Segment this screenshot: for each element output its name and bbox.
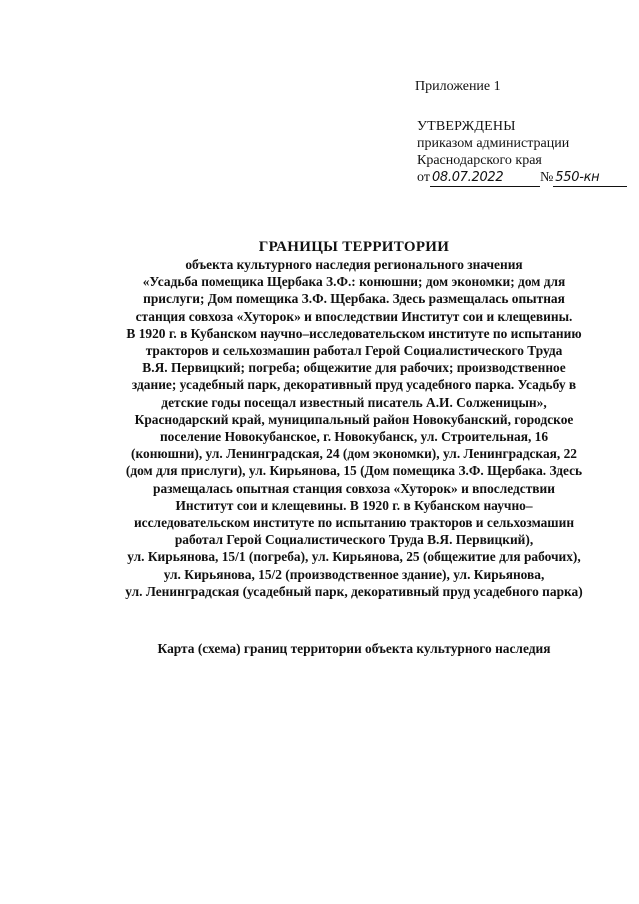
body-line: (дом для прислуги), ул. Кирьянова, 15 (Дом помещика З.Ф. Щербака. Здесь xyxy=(125,463,583,479)
body-line: прислуги; Дом помещика З.Ф. Щербака. Здесь размещалась опытная xyxy=(143,291,565,307)
body-line: исследовательском институте по испытанию тракторов и сельхозмашин xyxy=(133,515,575,531)
body-line: работал Герой Социалистического Труда В.Я. Первицкий), xyxy=(174,532,534,548)
body-line: Краснодарский край, муниципальный район Новокубанский, городское xyxy=(134,411,574,427)
map-caption: Карта (схема) границ территории объекта культурного наследия xyxy=(157,641,551,656)
body-line: размещалась опытная станция совхоза «Хуторок» и впоследствии xyxy=(153,480,555,496)
document-body xyxy=(84,256,624,600)
appendix-label: Приложение 1 xyxy=(415,79,501,94)
document-title: ГРАНИЦЫ ТЕРРИТОРИИ xyxy=(258,239,450,255)
body-line: здание; усадебный парк, декоративный пруд усадебного парка. Усадьбу в xyxy=(131,377,577,393)
approved-label: УТВЕРЖДЕНЫ xyxy=(417,119,516,134)
approval-block xyxy=(417,118,627,187)
body-line: тракторов и сельхозмашин работал Герой Социалистического Труда xyxy=(145,343,563,359)
title-block xyxy=(84,238,624,600)
body-line: В.Я. Первицкий; погреба; общежитие для рабочих; производственное xyxy=(142,360,566,376)
body-line: (конюшни), ул. Ленинградская, 24 (дом экономки), ул. Ленинградская, 22 xyxy=(131,446,577,462)
body-line: Институт сои и клещевины. В 1920 г. в Кубанском научно– xyxy=(175,497,533,513)
region-label: Краснодарского края xyxy=(417,153,542,168)
body-line: объекта культурного наследия регионального значения xyxy=(185,257,523,272)
order-date-number-line xyxy=(417,169,627,187)
body-line: «Усадьба помещика Щербака З.Ф.: конюшни; дом экономки; дом для xyxy=(142,274,566,290)
body-line: станция совхоза «Хуторок» и впоследствии Институт сои и клещевины. xyxy=(135,308,573,324)
handwritten-date: 08.07.2022 xyxy=(430,170,540,187)
body-line: ул. Кирьянова, 15/2 (производственное здание), ул. Кирьянова, xyxy=(163,566,545,582)
order-label: приказом администрации xyxy=(417,136,570,151)
body-line: поселение Новокубанское, г. Новокубанск, ул. Строительная, 16 xyxy=(159,429,549,445)
body-line: детские годы посещал известный писатель А.И. Солженицын», xyxy=(161,394,547,410)
body-line: ул. Ленинградская (усадебный парк, декоративный пруд усадебного парка) xyxy=(125,583,583,599)
handwritten-number: 550-кн xyxy=(553,170,627,187)
date-prefix: от xyxy=(417,170,430,185)
body-line: В 1920 г. в Кубанском научно–исследовательском институте по испытанию xyxy=(126,325,582,341)
body-line: ул. Кирьянова, 15/1 (погреба), ул. Кирьянова, 25 (общежитие для рабочих), xyxy=(127,549,581,565)
number-prefix: № xyxy=(539,170,554,185)
